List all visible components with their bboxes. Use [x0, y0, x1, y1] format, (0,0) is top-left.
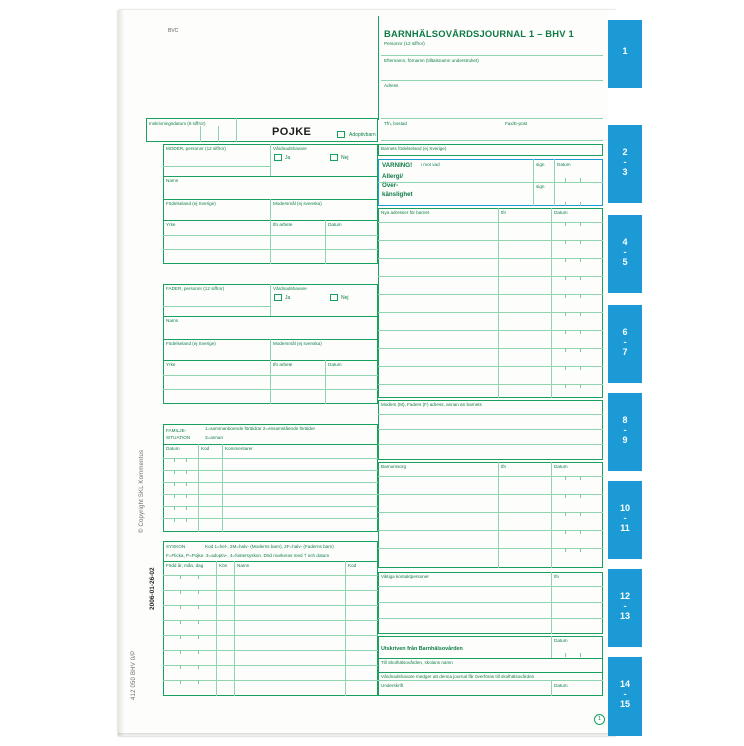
contacts-div-1: [551, 572, 552, 634]
na-row-4: [378, 276, 603, 277]
spine-copyright-text: © Copyright SKL Kommentus: [139, 449, 145, 533]
na-row-8: [378, 348, 603, 349]
family-date-tick-1: [174, 458, 175, 462]
ct-row-3: [378, 618, 603, 619]
family-col-comment: Kommentarer: [225, 446, 253, 451]
father-rule-b: [163, 316, 378, 317]
sib-tick-16: [198, 680, 199, 684]
siblings-row-5: [163, 635, 378, 636]
inskrivning-sep-1: [200, 126, 201, 142]
na-tick-10: [580, 294, 581, 298]
tab-6-7[interactable]: [608, 305, 642, 383]
sib-tick-2: [198, 575, 199, 579]
mother-guardian-yes-checkbox[interactable]: [274, 154, 282, 161]
daycare-block: [378, 462, 603, 568]
pa-row-1: [378, 414, 603, 415]
signature-label: Underskrift: [381, 683, 404, 688]
father-guardian-yes-checkbox[interactable]: [274, 294, 282, 301]
family-date-tick-3: [174, 470, 175, 474]
tab-8-9-line-2: -: [623, 425, 627, 435]
sib-tick-5: [180, 605, 181, 609]
home-phone-label: Tfn, bostad: [384, 121, 407, 126]
siblings-col-birth: Född år, mån, dag: [166, 563, 204, 568]
family-date-tick-7: [174, 494, 175, 498]
paper-left-edge: [118, 10, 124, 736]
mother-name-label: Namn: [166, 178, 179, 183]
sib-tick-6: [198, 605, 199, 609]
signature-date-div: [551, 680, 552, 696]
na-tick-20: [580, 384, 581, 388]
warning-date-tick-1: [565, 178, 566, 182]
father-lang-divider: [270, 339, 271, 360]
siblings-col-code: Kod: [348, 563, 357, 568]
family-situation-block: [163, 424, 378, 532]
tab-14-15-line-1: 14: [619, 679, 630, 689]
mother-guardian-label: Vårdnadshavare: [273, 146, 307, 151]
na-tick-1: [565, 222, 566, 226]
tab-10-11-line-3: 11: [620, 523, 630, 533]
dc-row-5: [378, 548, 603, 549]
sib-tick-10: [198, 635, 199, 639]
na-row-3: [378, 258, 603, 259]
mother-date-label: Datum: [328, 222, 342, 227]
new-addresses-tfn-label: tfn: [501, 210, 507, 215]
warning-col-sign-1: sign: [536, 162, 545, 167]
dc-tick-8: [580, 530, 581, 534]
na-tick-15: [565, 348, 566, 352]
warning-div-sign: [533, 159, 534, 206]
sib-tick-8: [198, 620, 199, 624]
family-col-date: Datum: [166, 446, 180, 451]
na-row-2: [378, 240, 603, 241]
mother-lang-divider: [270, 199, 271, 220]
mother-work-divider: [270, 220, 271, 264]
family-codes-line1: 1=sammanboende föräldrar 2=ensamstående förälder: [205, 426, 316, 431]
sib-tick-14: [198, 665, 199, 669]
tab-2-3-line-2: -: [623, 157, 627, 167]
na-tick-6: [580, 258, 581, 262]
dc-row-1: [378, 476, 603, 477]
tab-14-15-line-2: -: [623, 689, 627, 699]
father-rule-f: [163, 389, 378, 390]
discharge-label: Utskriven från Barnhälsovården: [381, 646, 463, 652]
tab-8-9-line-3: 9: [622, 435, 628, 445]
family-row-1: [163, 458, 378, 459]
adoption-label: Adoptivbarn: [349, 132, 376, 138]
tab-8-9-line-1: 8: [622, 415, 628, 425]
family-date-tick-9: [174, 506, 175, 510]
header-rule-1: [381, 55, 603, 56]
new-addresses-date-label: Datum: [554, 210, 568, 215]
pa-row-3: [378, 444, 603, 445]
tab-4-5[interactable]: [608, 215, 642, 293]
na-tick-3: [565, 240, 566, 244]
paper-bottom-shadow: [118, 733, 616, 737]
daycare-date-label: Datum: [554, 464, 568, 469]
father-language-label: Modersmål (ej svenska): [273, 341, 322, 346]
siblings-codes-line2: F=Flicka, P=Pojke. 3=adoptiv-, 4=fostersyskon. Död markeras med † och datum: [166, 553, 330, 558]
mother-date-divider: [325, 220, 326, 264]
mother-work-phone-label: tfn arbete: [273, 222, 293, 227]
disch-tick-2: [580, 653, 581, 657]
contacts-label: Viktiga kontaktpersoner: [381, 574, 429, 579]
father-rule-e: [163, 375, 378, 376]
new-addresses-block: [378, 208, 603, 398]
mother-language-label: Modersmål (ej svenska): [273, 201, 322, 206]
na-tick-11: [565, 312, 566, 316]
warning-div-date: [554, 159, 555, 206]
siblings-row-2: [163, 590, 378, 591]
family-date-tick-4: [186, 470, 187, 474]
na-tick-13: [565, 330, 566, 334]
tab-12-13-line-1: 12: [619, 591, 630, 601]
family-date-tick-2: [186, 458, 187, 462]
mother-personnr-label: MODER, personnr (12 siffror): [166, 146, 226, 151]
father-work-phone-label: tfn arbete: [273, 362, 293, 367]
page-number-badge: 1: [594, 714, 605, 725]
siblings-header: SYSKON: [166, 544, 186, 549]
family-row-3: [163, 482, 378, 483]
father-birth-country-label: Födelseland (ej Sverige): [166, 341, 216, 346]
father-date-label: Datum: [328, 362, 342, 367]
dc-tick-10: [580, 548, 581, 552]
siblings-codes-line1: Kod 1=hel-, 2M=halv- (Moderns barn), 2F=halv- (Faderns barn): [205, 544, 334, 549]
dc-row-2: [378, 494, 603, 495]
siblings-col-div-2: [234, 561, 235, 696]
tab-4-5-line-1: 4: [622, 237, 628, 247]
tab-6-7-line-2: -: [623, 337, 627, 347]
na-tick-2: [580, 222, 581, 226]
tab-2-3-line-3: 3: [622, 167, 628, 177]
family-codes-line2: 3=annan: [205, 435, 224, 440]
siblings-col-name: Namn: [237, 563, 250, 568]
warning-title: VARNING!: [382, 162, 413, 169]
mother-guardian-no-checkbox[interactable]: [330, 154, 338, 161]
family-row-6: [163, 518, 378, 519]
dc-tick-9: [565, 548, 566, 552]
tab-14-15[interactable]: [608, 657, 642, 736]
parents-address-label: Moders (M), Faders (F) adress, annan än barnets: [381, 402, 482, 407]
father-guardian-no-checkbox[interactable]: [330, 294, 338, 301]
school-label: Till Skolhälsovården, skolans namn: [381, 660, 453, 665]
signature-date-label: Datum: [554, 683, 568, 688]
discharge-date-label: Datum: [554, 638, 568, 643]
na-row-5: [378, 294, 603, 295]
father-date-divider: [325, 360, 326, 404]
sib-tick-15: [180, 680, 181, 684]
father-guardian-no-label: Nej: [341, 295, 349, 301]
siblings-row-1: [163, 575, 378, 576]
sib-tick-12: [198, 650, 199, 654]
father-guardian-yes-label: Ja: [285, 295, 291, 301]
warning-col-sign-2: sign: [536, 184, 545, 189]
mother-guardian-yes-label: Ja: [285, 155, 291, 161]
family-rule-head: [163, 444, 378, 445]
warning-rule-1: [378, 182, 603, 183]
dc-tick-7: [565, 530, 566, 534]
tab-8-9[interactable]: [608, 393, 642, 471]
ct-row-2: [378, 602, 603, 603]
dc-tick-2: [580, 476, 581, 480]
dc-tick-3: [565, 494, 566, 498]
siblings-col-div-1: [216, 561, 217, 696]
header-divider: [378, 16, 379, 120]
na-tick-8: [580, 276, 581, 280]
document-title: BARNHÄLSOVÅRDSJOURNAL 1 – BHV 1: [384, 28, 574, 39]
dc-tick-5: [565, 512, 566, 516]
tab-1[interactable]: [608, 20, 642, 88]
family-date-tick-12: [186, 518, 187, 522]
inskrivning-sep-3: [236, 118, 237, 142]
tab-6-7-line-3: 7: [622, 347, 628, 357]
mother-rule-a: [163, 166, 270, 167]
siblings-row-4: [163, 620, 378, 621]
tab-12-13[interactable]: [608, 569, 642, 647]
discharge-date-div: [551, 636, 552, 658]
consent-label: Vårdnadshavare medger att denna journal får överföras till skolhälsovården: [381, 674, 535, 679]
parents-address-block: [378, 400, 603, 460]
siblings-col-sex: Kön: [219, 563, 228, 568]
warning-date-tick-2: [580, 178, 581, 182]
father-personnr-label: FADER, personnr (12 siffror): [166, 286, 225, 291]
warning-date-tick-4: [580, 202, 581, 206]
na-tick-9: [565, 294, 566, 298]
personnr-label: Personnr (12 siffror): [384, 41, 425, 46]
family-date-tick-6: [186, 482, 187, 486]
inskrivning-date-label: Inskrivningsdatum (8 siffror): [149, 121, 206, 126]
sib-tick-3: [180, 590, 181, 594]
family-row-5: [163, 506, 378, 507]
siblings-row-7: [163, 665, 378, 666]
daycare-div-1: [498, 462, 499, 568]
tab-10-11-line-2: -: [623, 513, 627, 523]
mother-birth-country-label: Födelseland (ej Sverige): [166, 201, 216, 206]
family-row-4: [163, 494, 378, 495]
daycare-div-2: [551, 462, 552, 568]
family-header-line1: FAMILJE-: [166, 428, 187, 433]
sib-tick-1: [180, 575, 181, 579]
tab-2-3-line-1: 2: [622, 147, 628, 157]
bvc-label: BVC: [168, 28, 179, 34]
mother-guardian-no-label: Nej: [341, 155, 349, 161]
tab-6-7-line-1: 6: [622, 327, 628, 337]
sib-tick-7: [180, 620, 181, 624]
disch-tick-1: [565, 653, 566, 657]
na-tick-5: [565, 258, 566, 262]
tab-2-3[interactable]: [608, 125, 642, 203]
discharge-rule-1: [378, 658, 603, 659]
dc-tick-4: [580, 494, 581, 498]
mother-occupation-label: Yrke: [166, 222, 176, 227]
tab-12-13-line-2: -: [623, 601, 627, 611]
siblings-col-div-3: [345, 561, 346, 696]
family-date-tick-10: [186, 506, 187, 510]
siblings-row-6: [163, 650, 378, 651]
na-row-10: [378, 384, 603, 385]
spine-article-text: 412 050 BHV 0/P: [131, 650, 137, 700]
discharge-rule-3: [378, 680, 603, 681]
dc-tick-6: [580, 512, 581, 516]
father-occupation-label: Yrke: [166, 362, 176, 367]
na-tick-17: [565, 366, 566, 370]
warning-line3: Över-: [382, 182, 399, 189]
family-header-line2: SITUATION: [166, 435, 191, 440]
tab-4-5-line-2: -: [623, 247, 627, 257]
adoption-checkbox[interactable]: [337, 131, 345, 138]
na-tick-16: [580, 348, 581, 352]
na-row-1: [378, 222, 603, 223]
child-birth-country-label: Barnets födelseland (ej Sverige): [381, 146, 447, 151]
father-work-divider: [270, 360, 271, 404]
dc-row-3: [378, 512, 603, 513]
warning-line2: Allergi/: [382, 173, 403, 180]
new-addresses-div-1: [498, 208, 499, 398]
ct-row-1: [378, 586, 603, 587]
tab-14-15-line-3: 15: [619, 699, 630, 709]
daycare-tfn-label: tfn: [501, 464, 507, 469]
na-row-6: [378, 312, 603, 313]
address-label: Adress: [384, 83, 399, 88]
new-addresses-label: Nya adresser för barnet: [381, 210, 430, 215]
na-tick-14: [580, 330, 581, 334]
mother-rule-e: [163, 235, 378, 236]
discharge-block: [378, 636, 603, 696]
father-guardian-divider: [270, 284, 271, 316]
family-date-tick-8: [186, 494, 187, 498]
sib-tick-4: [198, 590, 199, 594]
header-rule-3: [381, 118, 603, 119]
fax-email-label: Fax/E-post: [505, 121, 528, 126]
family-date-tick-5: [174, 482, 175, 486]
pa-row-2: [378, 429, 603, 430]
inskrivning-sep-2: [218, 126, 219, 142]
sib-tick-9: [180, 635, 181, 639]
dc-row-4: [378, 530, 603, 531]
family-row-2: [163, 470, 378, 471]
tab-4-5-line-3: 5: [622, 257, 628, 267]
header-rule-2: [381, 80, 603, 81]
na-tick-18: [580, 366, 581, 370]
siblings-row-3: [163, 605, 378, 606]
sib-tick-13: [180, 665, 181, 669]
na-row-7: [378, 330, 603, 331]
tab-10-11-line-1: 10: [619, 503, 630, 513]
family-col-code: Kod: [201, 446, 210, 451]
mother-rule-f: [163, 249, 378, 250]
child-name-label: Efternamn, förnamn (tilltalsnamn understruket): [384, 58, 479, 63]
mother-rule-b: [163, 176, 378, 177]
tab-1-line-1: 1: [622, 46, 628, 56]
spine-code-text: 2006-01-26-02: [149, 567, 156, 610]
sib-tick-11: [180, 650, 181, 654]
warning-line4: känslighet: [382, 191, 413, 198]
warning-col-what: i mot vad: [421, 162, 440, 167]
tab-12-13-line-3: 13: [619, 611, 630, 621]
na-row-9: [378, 366, 603, 367]
na-tick-4: [580, 240, 581, 244]
mother-guardian-divider: [270, 144, 271, 176]
contacts-block: [378, 572, 603, 634]
father-name-label: Namn: [166, 318, 179, 323]
family-date-tick-11: [174, 518, 175, 522]
contacts-tfn-label: tfn: [554, 574, 560, 579]
tab-10-11[interactable]: [608, 481, 642, 559]
warning-col-date-1: Datum: [557, 162, 571, 167]
warning-date-tick-3: [565, 202, 566, 206]
na-tick-19: [565, 384, 566, 388]
siblings-row-8: [163, 680, 378, 681]
na-tick-7: [565, 276, 566, 280]
daycare-label: Barnomsorg: [381, 464, 407, 469]
child-sex-value: POJKE: [272, 126, 312, 138]
na-tick-12: [580, 312, 581, 316]
father-rule-a: [163, 306, 270, 307]
header-rule-4: [381, 140, 603, 141]
father-guardian-label: Vårdnadshavare: [273, 286, 307, 291]
new-addresses-div-2: [551, 208, 552, 398]
dc-tick-1: [565, 476, 566, 480]
discharge-rule-2: [378, 672, 603, 673]
